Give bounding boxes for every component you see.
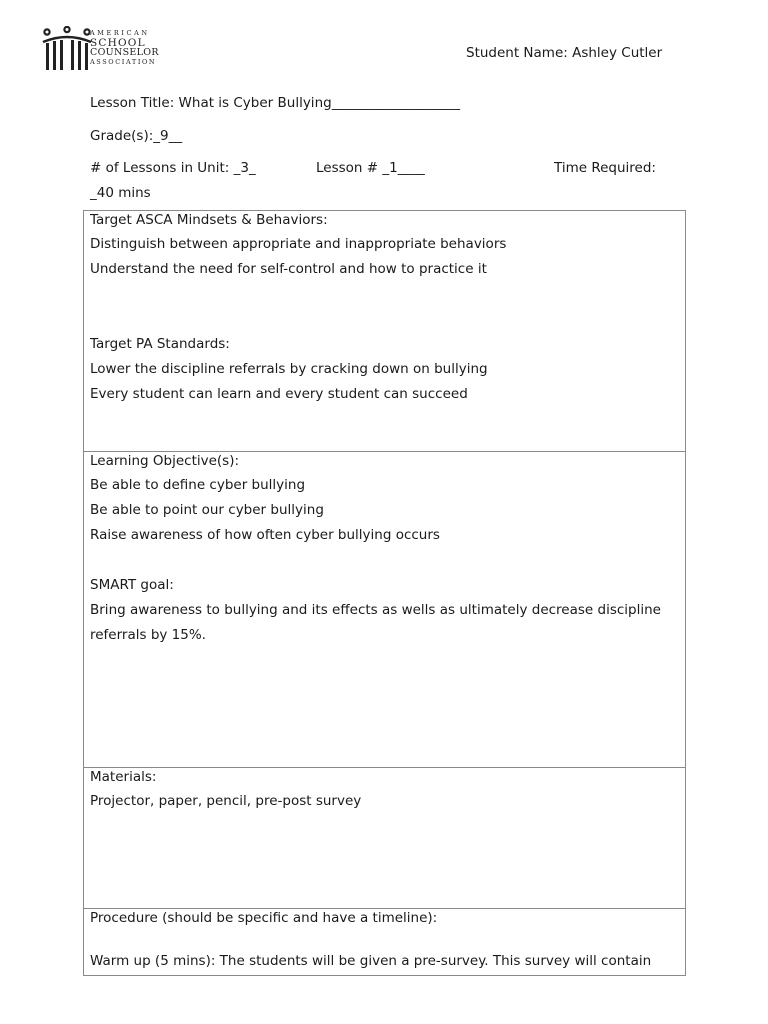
procedure-text: Warm up (5 mins): The students will be given a pre-survey. This survey will contain	[90, 953, 652, 969]
objective-item: Be able to define cyber bullying	[90, 477, 306, 493]
mindsets-item: Understand the need for self-control and how to practice it	[90, 261, 487, 277]
grades: Grade(s):_9__	[90, 128, 183, 144]
logo-line-2: SCHOOL	[90, 36, 146, 49]
spacer	[84, 548, 685, 573]
pa-standard-item: Lower the discipline referrals by cracking down on bullying	[90, 361, 488, 377]
logo-wordmark	[90, 30, 159, 65]
logo-line-4: ASSOCIATION	[90, 57, 157, 66]
objective-item: Raise awareness of how often cyber bullying occurs	[90, 527, 440, 543]
student-name: Student Name: Ashley Cutler	[466, 45, 663, 61]
spacer	[84, 930, 685, 952]
time-required-label: Time Required:	[554, 160, 656, 176]
procedure-heading: Procedure (should be specific and have a timeline):	[90, 910, 438, 926]
materials-text: Projector, paper, pencil, pre-post survey	[90, 793, 362, 809]
spacer	[84, 307, 685, 332]
mindsets-heading: Target ASCA Mindsets & Behaviors:	[90, 212, 328, 228]
procedure-section	[83, 908, 686, 976]
materials-heading: Materials:	[90, 769, 157, 785]
logo-line-1: AMERICAN	[90, 29, 150, 37]
smart-goal-heading: SMART goal:	[90, 577, 174, 593]
pa-standards-heading: Target PA Standards:	[90, 336, 230, 352]
spacer	[84, 282, 685, 307]
lesson-number: Lesson # _1____	[316, 160, 425, 176]
objective-item: Be able to point our cyber bullying	[90, 502, 324, 518]
objectives-heading: Learning Objective(s):	[90, 453, 240, 469]
time-required-value: _40 mins	[90, 185, 151, 201]
pa-standard-item: Every student can learn and every student can succeed	[90, 386, 468, 402]
lesson-title: Lesson Title: What is Cyber Bullying___________________	[90, 95, 460, 111]
mindsets-item: Distinguish between appropriate and inappropriate behaviors	[90, 236, 507, 252]
mindsets-section	[83, 210, 686, 452]
materials-section	[83, 767, 686, 909]
objectives-section	[83, 451, 686, 768]
lessons-in-unit: # of Lessons in Unit: _3_	[90, 160, 256, 176]
smart-goal-text: Bring awareness to bullying and its effects as wells as ultimately decrease discipline referrals by 15%.	[90, 602, 661, 643]
logo-line-3: COUNSELOR	[90, 47, 159, 58]
